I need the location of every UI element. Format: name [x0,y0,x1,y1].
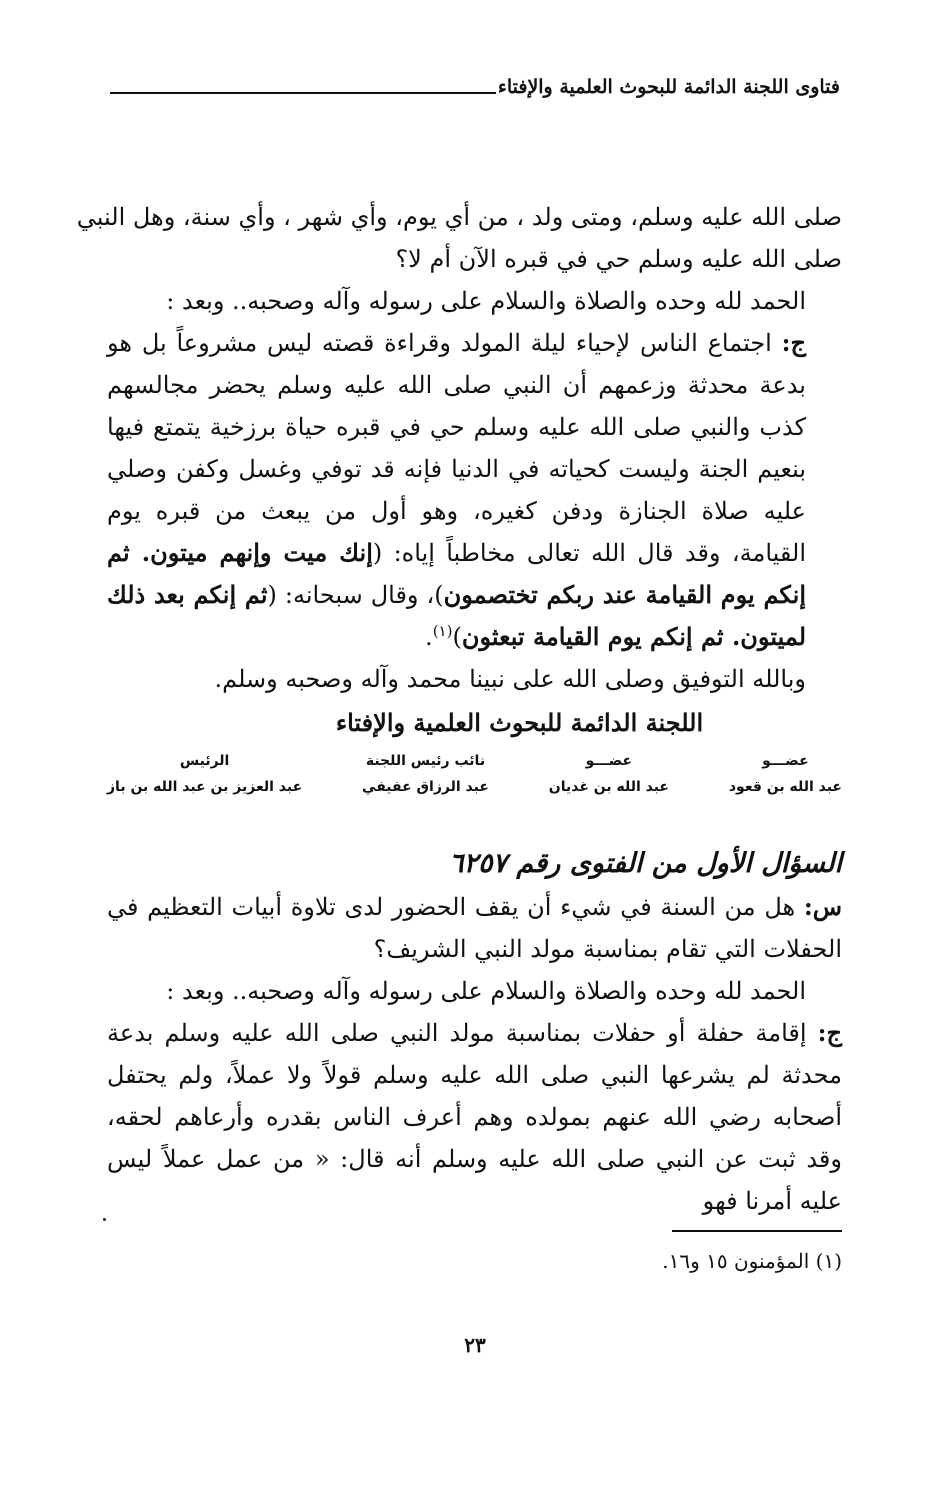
question-label: س: [803,892,842,921]
answer-connector: )، وقال سبحانه: ( [267,581,444,609]
signature-name: عبد الرزاق عفيفي [362,779,489,795]
answer-paragraph: ج: اجتماع الناس لإحياء ليلة المولد وقراءة قصته ليس مشروعاً بل هو بدعة محدثة وزعمهم أن النبي صلى الله عليه وسلم يحضر مجالسهم كذب والنبي صلى الله عليه وسلم حي في قبره حياة برزخية يتمتع فيها بنعيم الجنة وليست كحياته في الدنيا فإنه قد توفي وغسل وكفن وصلي عليه صلاة الجنازة ودفن كغيره، وهو أول من يبعث من قبره يوم القيامة، وقد قال الله تعالى مخاطباً إياه: (إنك ميت وإنهم ميتون. ثم إنكم يوم القيامة عند ربكم تختصمون)، وقال سبحانه: (ثم إنكم بعد ذلك لميتون. ثم إنكم يوم القيامة تبعثون)$^{(١)}$. [107,328,807,651]
praise-line-2: الحمد لله وحده والصلاة والسلام على رسوله وآله وصحبه.. وبعد : [166,977,806,1005]
fatwa-section-title: السؤال الأول من الفتوى رقم ٦٢٥٧ [449,848,842,879]
answer-text: اجتماع الناس لإحياء ليلة المولد وقراءة قصته ليس مشروعاً بل هو بدعة محدثة وزعمهم أن النبي صلى الله عليه وسلم يحضر مجالسهم كذب والنبي صلى الله عليه وسلم حي في قبره حياة برزخية يتمتع فيها بنعيم الجنة وليست كحياته في الدنيا فإنه قد توفي وغسل وكفن وصلي عليه صلاة الجنازة ودفن كغيره، وهو أول من يبعث من قبره يوم القيامة، وقد قال الله تعالى مخاطباً إياه: ( [107,329,806,567]
answer-label-2: ج: [817,1018,842,1047]
question-line-2: صلى الله عليه وسلم حي في قبره الآن أم لا؟ [395,245,842,273]
signature-role: عضـــو [585,753,633,769]
header-rule [110,92,496,94]
committee-name: اللجنة الدائمة للبحوث العلمية والإفتاء [335,708,704,737]
signature-role: الرئيس [179,753,230,769]
signature-role: عضـــو [762,753,809,769]
running-header [110,78,840,97]
footnote: (١) المؤمنون ١٥ و١٦. [662,1249,842,1273]
footnote-reference: (١) [432,622,453,640]
signature-member-2 [549,748,669,800]
signature-role: نائب رئيس اللجنة [365,753,486,769]
signature-name: عبد العزيز بن عبد الله بن باز [107,779,303,795]
answer-label: ج: [781,328,806,357]
quran-verse-2: ثم إنكم بعد ذلك لميتون. ثم إنكم يوم القيامة تبعثون [107,580,806,651]
answer-paragraph-2 [107,1012,842,1222]
signature-vice-chair [362,748,489,800]
signature-member-1 [729,748,842,800]
signature-name: عبد الله بن قعود [728,779,842,795]
praise-line: الحمد لله وحده والصلاة والسلام على رسوله وآله وصحبه.. وبعد : [166,287,806,315]
print-speck [103,1218,106,1221]
header-title: فتاوى اللجنة الدائمة للبحوث العلمية والإفتاء [497,76,840,98]
quran-verse-1: إنك ميت وإنهم ميتون. ثم إنكم يوم القيامة عند ربكم تختصمون [107,538,807,609]
main-content [76,196,842,1222]
closing-line: وبالله التوفيق وصلى الله على نبينا محمد وآله وصحبه وسلم. [214,665,806,693]
signatures-block [107,748,842,800]
question-paragraph [107,886,842,970]
footnote-rule [672,1230,842,1232]
signature-name: عبد الله بن غديان [548,779,669,795]
question-line-1: صلى الله عليه وسلم، ومتى ولد ، من أي يوم، وأي شهر ، وأي سنة، وهل النبي [76,203,842,231]
answer-text-2: إقامة حفلة أو حفلات بمناسبة مولد النبي صلى الله عليه وسلم بدعة محدثة لم يشرعها النبي صلى الله عليه وسلم قولاً ولا عملاً، ولم يحتفل أصحابه رضي الله عنهم بمولده وهم أعرف الناس بقدره وأرعاهم لحقه، وقد ثبت عن النبي صلى الله عليه وسلم أنه قال: « من عمل عملاً ليس عليه أمرنا فهو [107,1019,842,1215]
page-number: ٢٣ [464,1333,486,1357]
signature-chair [107,748,302,800]
question-text: هل من السنة في شيء أن يقف الحضور لدى تلاوة أبيات التعظيم في الحفلات التي تقام بمناسبة مولد النبي الشريف؟ [107,893,842,963]
